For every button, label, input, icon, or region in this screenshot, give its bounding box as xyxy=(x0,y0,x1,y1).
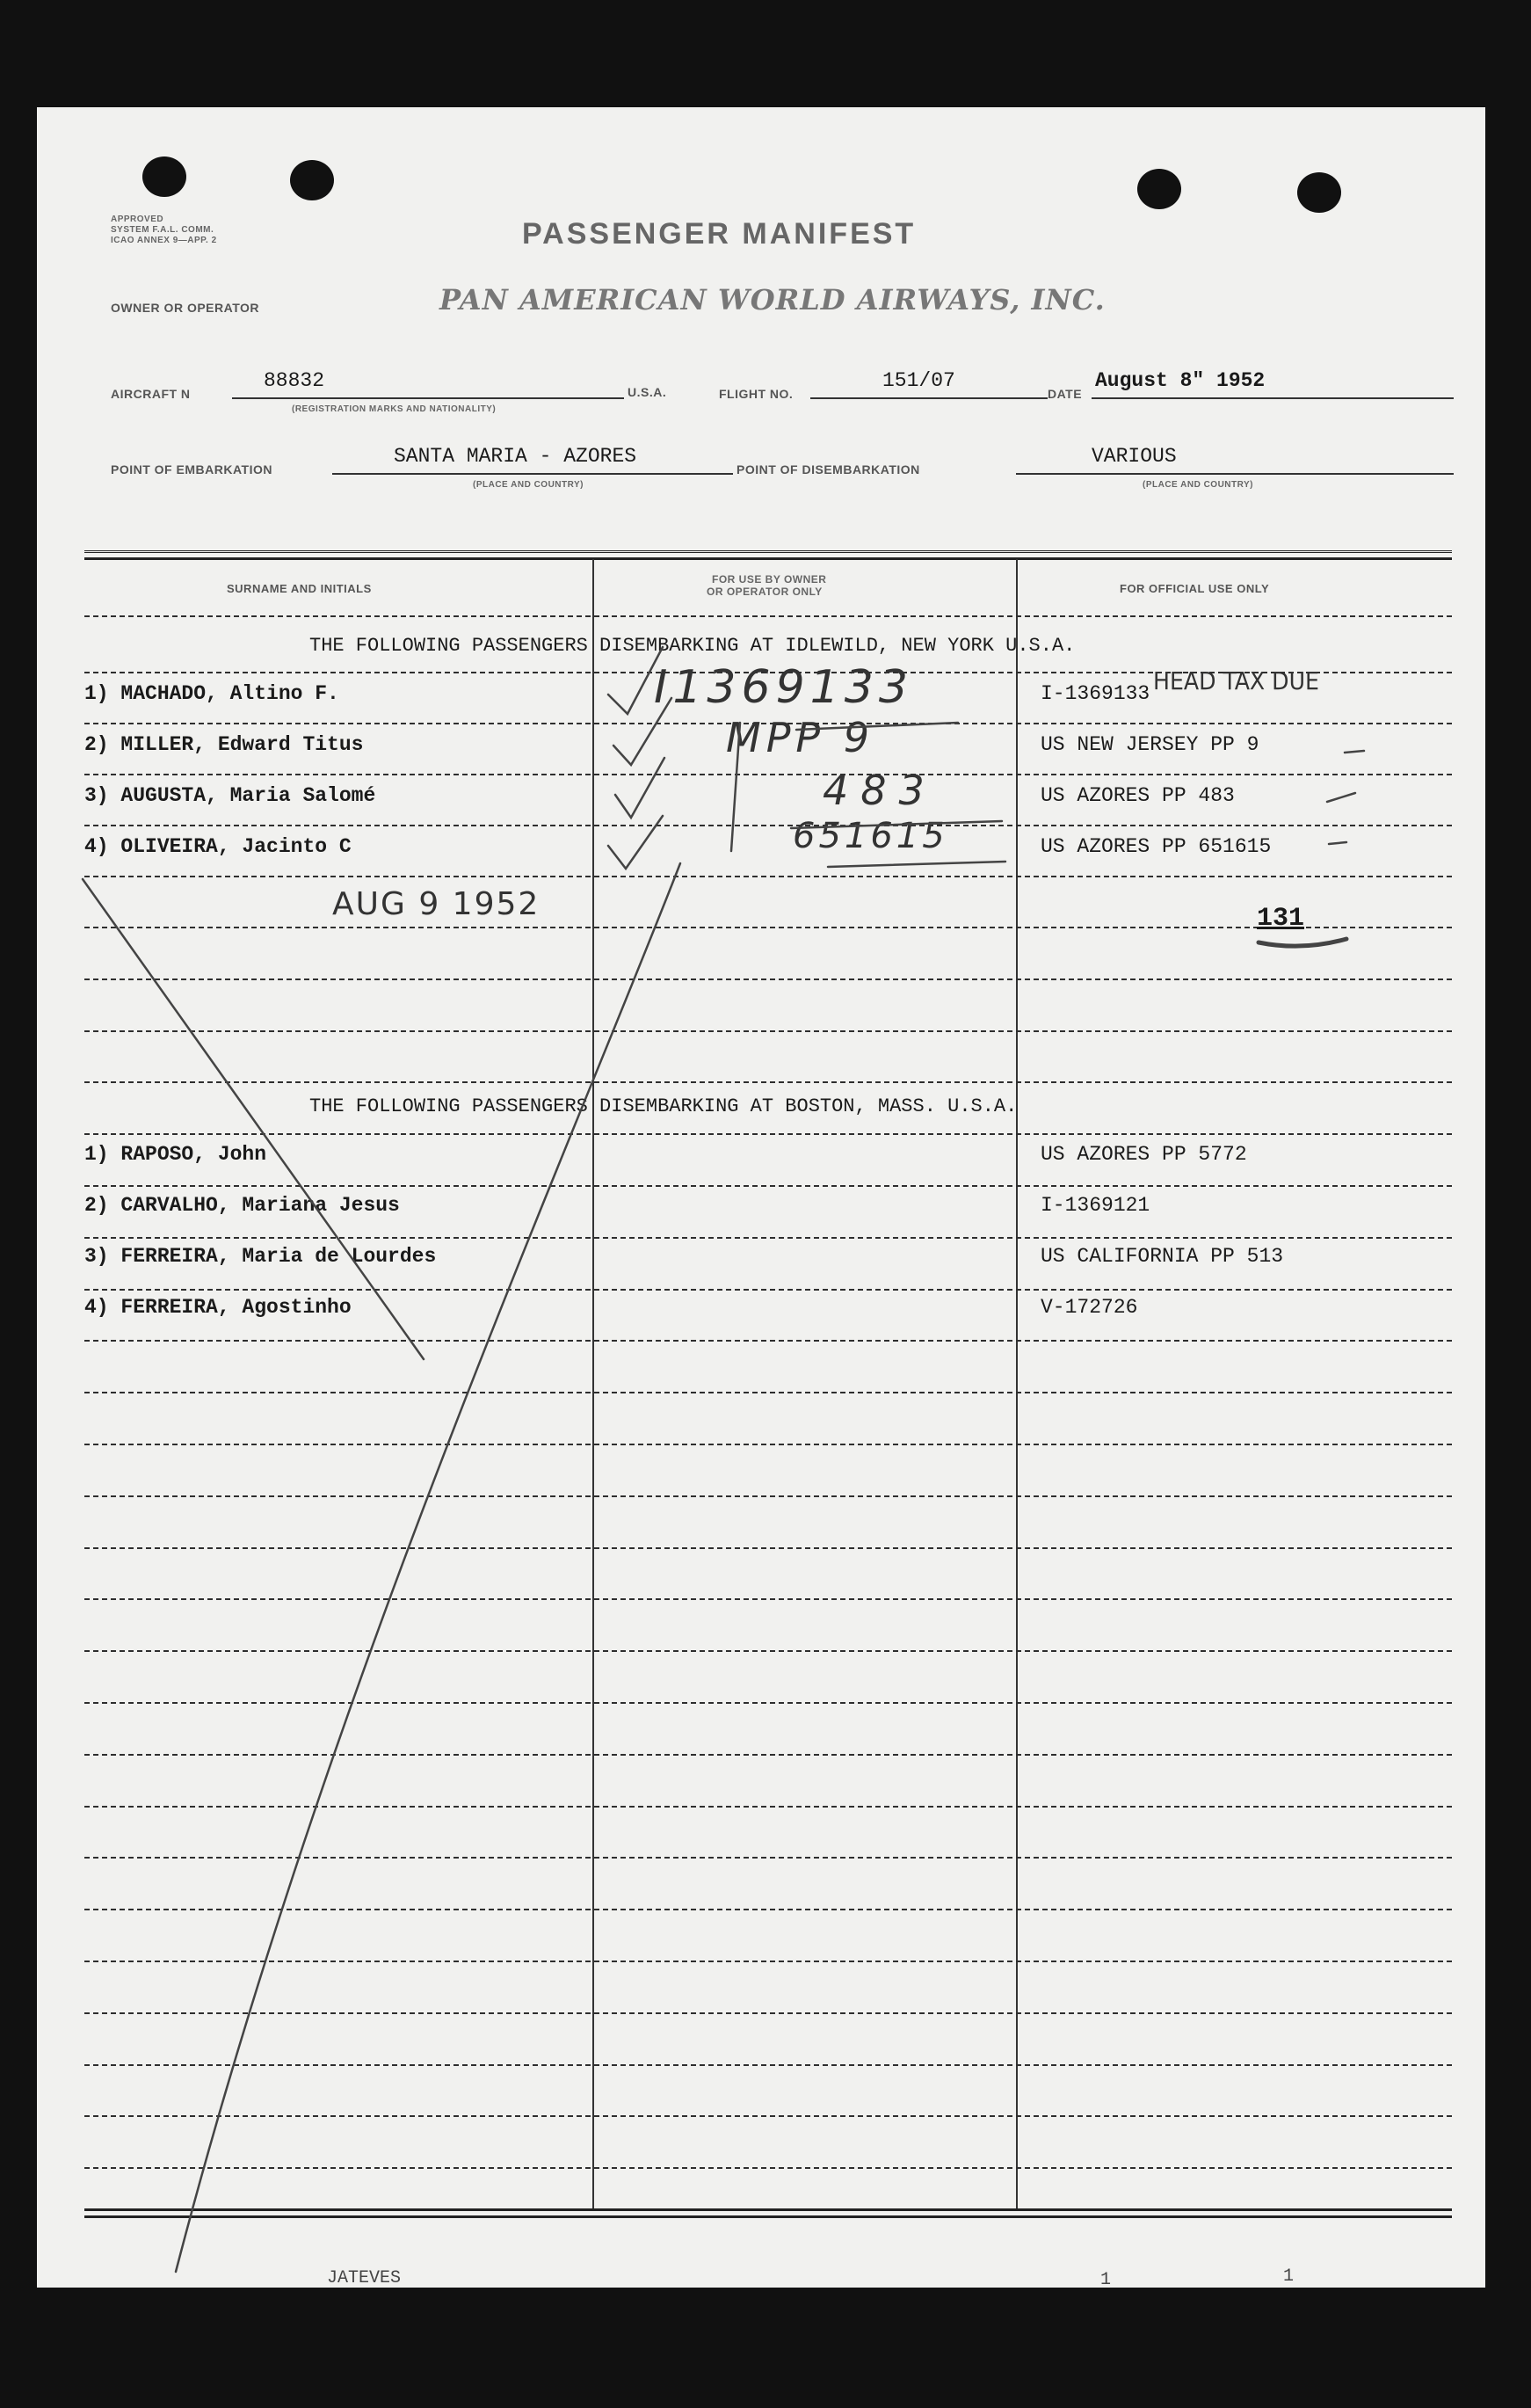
flight-value: 151/07 xyxy=(882,369,955,392)
form-title: PASSENGER MANIFEST xyxy=(522,217,917,251)
column-header-surname: SURNAME AND INITIALS xyxy=(227,582,372,595)
passenger-official: US AZORES PP 651615 xyxy=(1041,835,1272,858)
date-label: DATE xyxy=(1048,387,1083,401)
passenger-name: 1) MACHADO, Altino F. xyxy=(84,682,339,705)
count-underline xyxy=(1259,939,1346,946)
column-header-owner: OR OPERATOR ONLY xyxy=(707,586,823,598)
handwritten-number: I1369133 xyxy=(654,661,913,714)
passenger-name: 4) OLIVEIRA, Jacinto C xyxy=(84,835,352,858)
owner-label: OWNER OR OPERATOR xyxy=(111,301,259,315)
column-header-official: FOR OFFICIAL USE ONLY xyxy=(1120,582,1270,595)
section-heading-boston: THE FOLLOWING PASSENGERS DISEMBARKING AT BOSTON, MASS. U.S.A. xyxy=(309,1095,1018,1117)
disembark-value: VARIOUS xyxy=(1092,445,1177,468)
passenger-official: I-1369121 xyxy=(1041,1194,1150,1217)
manifest-page xyxy=(37,107,1485,2288)
approval-line: SYSTEM F.A.L. COMM. xyxy=(111,225,214,235)
flight-label: FLIGHT NO. xyxy=(719,387,794,401)
tick-dash xyxy=(1329,842,1346,844)
check-mark xyxy=(608,647,663,714)
embark-caption: (PLACE AND COUNTRY) xyxy=(473,480,584,490)
passenger-official: I-1369133 xyxy=(1041,682,1150,705)
embark-value: SANTA MARIA - AZORES xyxy=(394,445,637,468)
footer-mark: 1 xyxy=(1100,2270,1112,2290)
aircraft-label: AIRCRAFT N xyxy=(111,387,191,401)
embark-label: POINT OF EMBARKATION xyxy=(111,462,272,477)
tick-dash xyxy=(1327,793,1355,802)
passenger-name: 3) AUGUSTA, Maria Salomé xyxy=(84,784,376,807)
count-number: 131 xyxy=(1257,904,1305,934)
passenger-official: US CALIFORNIA PP 513 xyxy=(1041,1245,1284,1268)
head-tax-stamp: HEAD TAX DUE xyxy=(1153,666,1319,695)
underline-stroke xyxy=(828,862,1005,867)
passenger-name: 3) FERREIRA, Maria de Lourdes xyxy=(84,1245,437,1268)
passenger-name: 2) MILLER, Edward Titus xyxy=(84,733,364,756)
check-mark xyxy=(608,816,663,869)
long-pen-stroke xyxy=(176,863,680,2272)
passenger-official: US AZORES PP 5772 xyxy=(1041,1143,1247,1166)
tick-dash xyxy=(1345,751,1364,753)
airline-name: PAN AMERICAN WORLD AIRWAYS, INC. xyxy=(439,283,1106,316)
diagonal-stroke xyxy=(83,879,424,1359)
aircraft-value: 88832 xyxy=(264,369,325,392)
handwritten-number: 651615 xyxy=(793,816,948,856)
disembark-caption: (PLACE AND COUNTRY) xyxy=(1143,480,1253,490)
date-stamp: AUG 9 1952 xyxy=(332,886,541,922)
check-mark xyxy=(615,758,664,818)
passenger-name: 1) RAPOSO, John xyxy=(84,1143,267,1166)
date-value: August 8" 1952 xyxy=(1095,369,1266,392)
handwritten-number: MPP 9 xyxy=(726,714,875,761)
passenger-official: US NEW JERSEY PP 9 xyxy=(1041,733,1259,756)
section-heading-idlewild: THE FOLLOWING PASSENGERS DISEMBARKING AT IDLEWILD, NEW YORK U.S.A. xyxy=(309,635,1076,657)
underline-stroke xyxy=(791,821,1002,828)
passenger-name: 4) FERREIRA, Agostinho xyxy=(84,1296,352,1319)
usa-label: U.S.A. xyxy=(628,385,667,399)
underline-stroke xyxy=(796,723,958,730)
approval-line: APPROVED xyxy=(111,215,164,224)
footer-name: JATEVES xyxy=(327,2268,402,2288)
aircraft-caption: (REGISTRATION MARKS AND NATIONALITY) xyxy=(292,404,497,414)
approval-line: ICAO ANNEX 9—APP. 2 xyxy=(111,236,217,245)
column-header-owner: FOR USE BY OWNER xyxy=(712,573,827,586)
footer-mark: 1 xyxy=(1283,2266,1295,2287)
disembark-label: POINT OF DISEMBARKATION xyxy=(736,462,920,477)
handwritten-number: 483 xyxy=(823,767,937,814)
passenger-official: US AZORES PP 483 xyxy=(1041,784,1235,807)
pen-marks xyxy=(37,107,1485,2288)
passenger-official: V-172726 xyxy=(1041,1296,1138,1319)
passenger-name: 2) CARVALHO, Mariana Jesus xyxy=(84,1194,400,1217)
vertical-tick xyxy=(731,723,740,851)
